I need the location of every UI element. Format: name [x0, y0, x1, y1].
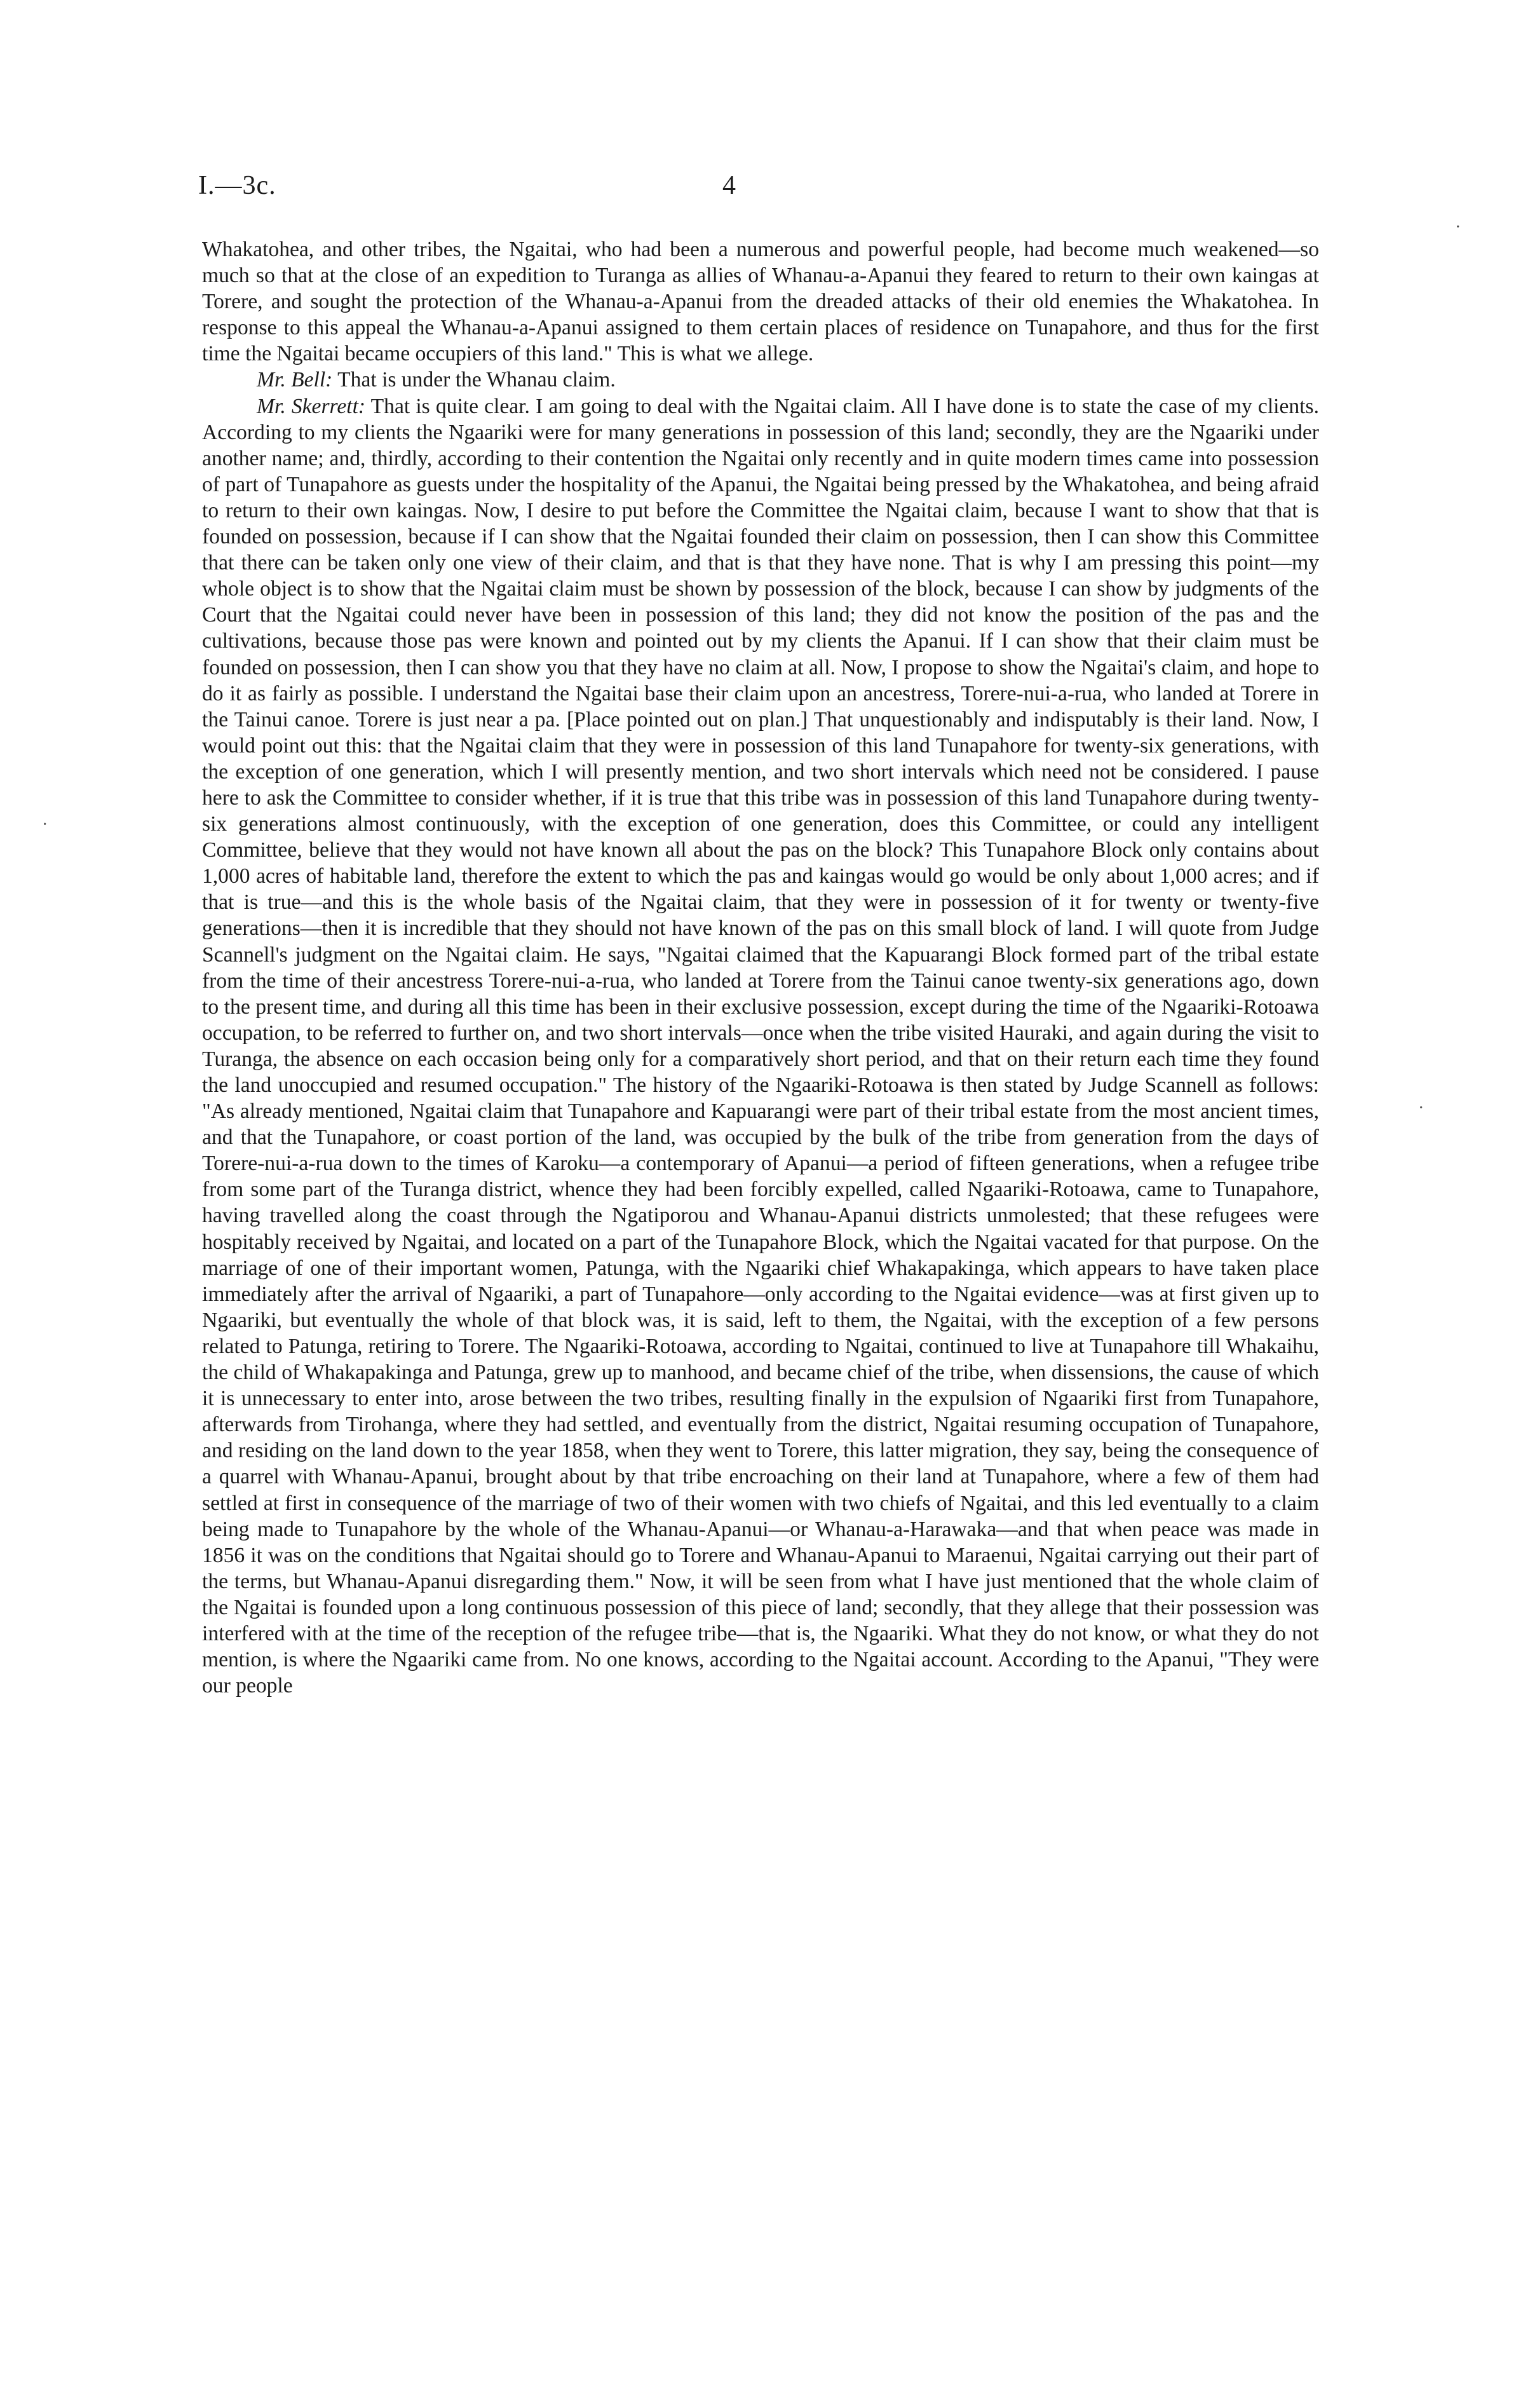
paragraph-text: That is under the Whanau claim.	[337, 368, 616, 392]
paragraph-skerrett	[202, 393, 1319, 1699]
page-header	[198, 170, 1316, 215]
scan-speck: ·	[1418, 1098, 1425, 1118]
speaker-name: Mr. Bell:	[257, 368, 333, 392]
paragraph-text: Whakatohea, and other tribes, the Ngaitai, who had been a numerous and powerful people, had become much weakened—so much so that at the close of an expedition to Turanga as allies of Whanau-a-Apanui they feared to return to their own kaingas at Torere, and sought the protection of the Whanau-a-Apanui from the dreaded attacks of their old enemies the Whakatohea. In response to this appeal the Whanau-a-Apanui assigned to them certain places of residence on Tunapahore, and thus for the first time the Ngaitai became occupiers of this land." This is what we allege.	[202, 238, 1319, 366]
paragraph-continuation	[202, 236, 1319, 367]
speaker-name: Mr. Skerrett:	[257, 394, 366, 418]
paragraph-bell	[202, 367, 1319, 393]
body-text	[202, 236, 1319, 1699]
page-number: 4	[722, 171, 736, 200]
paragraph-text: That is quite clear. I am going to deal with the Ngaitai claim. All I have done is to state the case of my clients. According to my clients the Ngaariki were for many generations in possession of this land; secondly, they are the Ngaariki under another name; and, thirdly, according to their contention the Ngaitai only recently and in quite modern times came into possession of part of Tunapahore as guests under the hospitality of the Apanui, the Ngaitai being pressed by the Whakatohea, and being afraid to return to their own kaingas. Now, I desire to put before the Committee the Ngaitai claim, because I want to show that that is founded on possession, because if I can show that the Ngaitai founded their claim on possession, then I can show this Committee that there can be taken only one view of their claim, and that is that they have none. That is why I am pressing this point—my whole object is to show that the Ngaitai claim must be shown by possession of the block, because I can show by judgments of the Court that the Ngaitai could never have been in possession of this land; they did not know the position of the pas and the cultivations, because those pas were known and pointed out by my clients the Apanui. If I can show that their claim must be founded on possession, then I can show you that they have no claim at all. Now, I propose to show the Ngaitai's claim, and hope to do it as fairly as possible. I understand the Ngaitai base their claim upon an ancestress, Torere-nui-a-rua, who landed at Torere in the Tainui canoe. Torere is just near a pa. [Place pointed out on plan.] That unquestionably and indisputably is their land. Now, I would point out this: that the Ngaitai claim that they were in possession of this land Tunapahore for twenty-six generations, with the exception of one generation, which I will presently mention, and two short intervals which need not be considered. I pause here to ask the Committee to consider whether, if it is true that this tribe was in possession of this land Tunapahore during twenty-six generations almost continuously, with the exception of one generation, does this Committee, or could any intelligent Committee, believe that they would not have known all about the pas on the block? This Tunapahore Block only contains about 1,000 acres of habitable land, therefore the extent to which the pas and kaingas would go would be only about 1,000 acres; and if that is true—and this is the whole basis of the Ngaitai claim, that they were in possession of it for twenty or twenty-five generations—then it is incredible that they should not have known of the pas on this small block of land. I will quote from Judge Scannell's judgment on the Ngaitai claim. He says, "Ngaitai claimed that the Kapuarangi Block formed part of the tribal estate from the time of their ancestress Torere-nui-a-rua, who landed at Torere from the Tainui canoe twenty-six generations ago, down to the present time, and during all this time has been in their exclusive possession, except during the time of the Ngaariki-Rotoawa occupation, to be referred to further on, and two short intervals—once when the tribe visited Hauraki, and again during the visit to Turanga, the absence on each occasion being only for a comparatively short period, and that on their return each time they found the land unoccupied and resumed occupation." The history of the Ngaariki-Rotoawa is then stated by Judge Scannell as follows: "As already mentioned, Ngaitai claim that Tunapahore and Kapuarangi were part of their tribal estate from the most ancient times, and that the Tunapahore, or coast portion of the land, was occupied by the bulk of the tribe from generation from the days of Torere-nui-a-rua down to the times of Karoku—a contemporary of Apanui—a period of fifteen generations, when a refugee tribe from some part of the Turanga district, whence they had been forcibly expelled, called Ngaariki-Rotoawa, came to Tunapahore, having travelled along the coast through the Ngatiporou and Whanau-Apanui districts unmolested; that these refugees were hospitably received by Ngaitai, and located on a part of the Tunapahore Block, which the Ngaitai vacated for that purpose. On the marriage of one of their important women, Patunga, with the Ngaariki chief Whakapakinga, which appears to have taken place immediately after the arrival of Ngaariki, a part of Tunapahore—only according to the Ngaitai evidence—was at first given up to Ngaariki, but eventually the whole of that block was, it is said, left to them, the Ngaitai, with the exception of a few persons related to Patunga, retiring to Torere. The Ngaariki-Rotoawa, according to Ngaitai, continued to live at Tunapahore till Whakaihu, the child of Whakapakinga and Patunga, grew up to manhood, and became chief of the tribe, when dissensions, the cause of which it is unnecessary to enter into, arose between the two tribes, resulting finally in the expulsion of Ngaariki first from Tunapahore, afterwards from Tirohanga, where they had settled, and eventually from the district, Ngaitai resuming occupation of Tunapahore, and residing on the land down to the year 1858, when they went to Torere, this latter migration, they say, being the consequence of a quarrel with Whanau-Apanui, brought about by that tribe encroaching on their land at Tunapahore, where a few of them had settled at first in consequence of the marriage of two of their women with two chiefs of Ngaitai, and this led eventually to a claim being made to Tunapahore by the whole of the Whanau-Apanui—or Whanau-a-Harawaka—and that when peace was made in 1856 it was on the conditions that Ngaitai should go to Torere and Whanau-Apanui to Maraenui, Ngaitai carrying out their part of the terms, but Whanau-Apanui disregarding them." Now, it will be seen from what I have just mentioned that the whole claim of the Ngaitai is founded upon a long continuous possession of this piece of land; secondly, that they allege that their possession was interfered with at the time of the reception of the refugee tribe—that is, the Ngaariki. What they do not know, or what they do not mention, is where the Ngaariki came from. No one knows, according to the Ngaitai account. According to the Apanui, "They were our people	[202, 394, 1319, 1698]
scan-speck: ·	[42, 815, 48, 834]
document-reference: I.—3c.	[198, 171, 276, 200]
scan-speck: ·	[1455, 217, 1461, 237]
